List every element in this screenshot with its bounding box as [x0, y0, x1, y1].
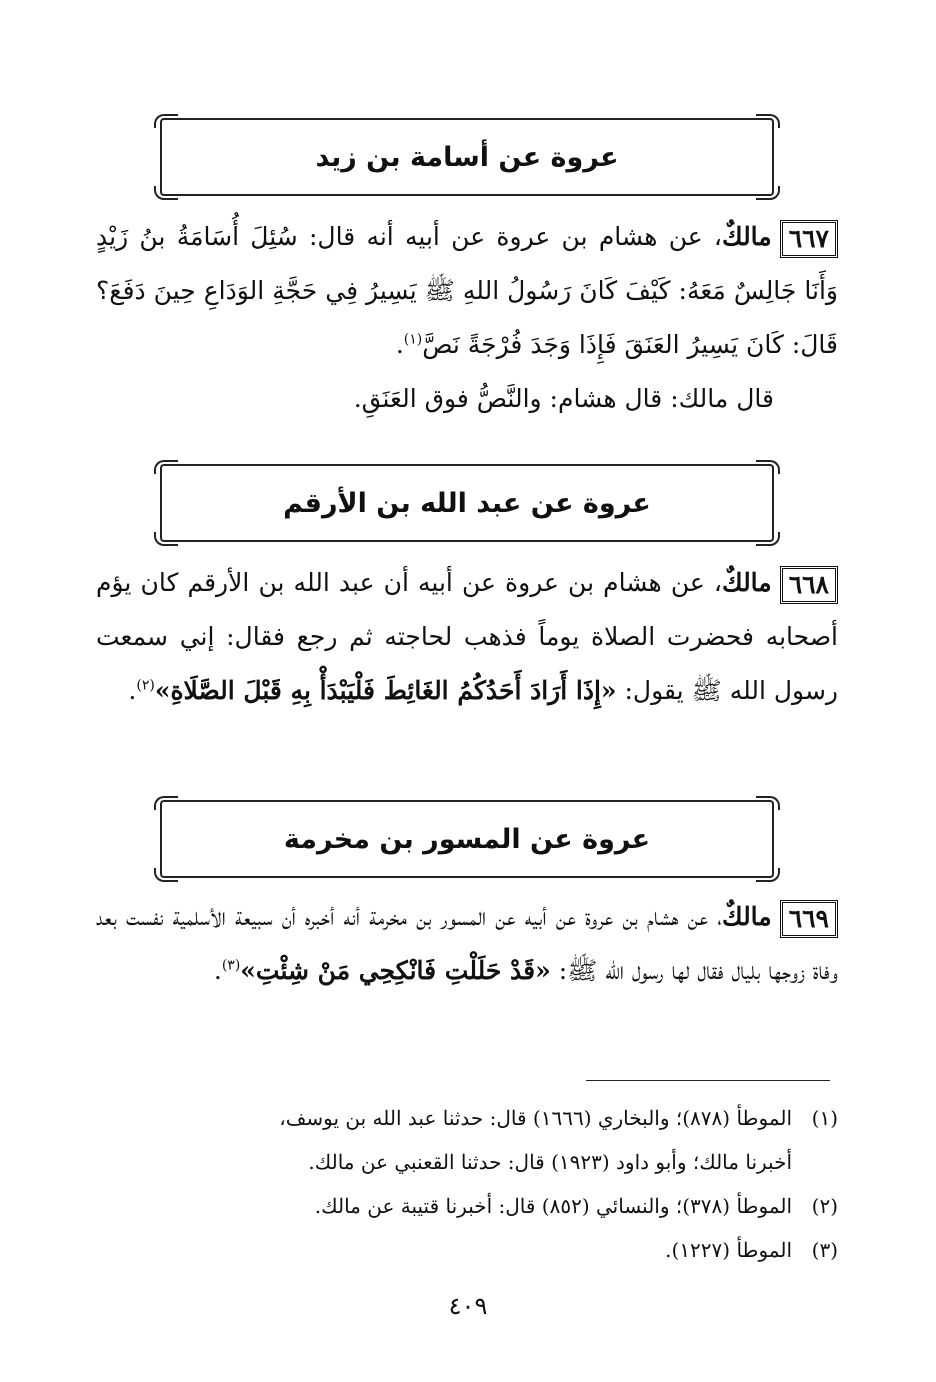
section-heading-3 [160, 800, 774, 878]
section-heading-text: عروة عن أسامة بن زيد [315, 141, 619, 173]
footnote-1 [96, 1096, 838, 1184]
section-heading-text: عروة عن عبد الله بن الأرقم [283, 487, 651, 519]
hadith-668 [96, 556, 838, 718]
footnotes [96, 1096, 838, 1272]
footnote-ref: (٢) [136, 677, 155, 694]
footnote-ref: (١) [403, 331, 423, 348]
hadith-number: ٦٦٨ [780, 566, 838, 604]
hadith-number: ٦٦٩ [780, 900, 838, 938]
hadith-text: ، عن هشام بن عروة عن أبيه عن المسور بن مخرمة أنه أخبره أن سبيعة الأسلمية نفست بعد وفاة زوجها بليال فقال لها رسول الله ﷺ: [96, 902, 838, 985]
footnote-text: الموطأ (٨٧٨)؛ والبخاري (١٦٦٦) قال: حدثنا عبد الله بن يوسف، [279, 1106, 792, 1130]
footnote-number: (١) [811, 1106, 838, 1130]
footnote-text: الموطأ (١٢٢٧). [665, 1238, 792, 1262]
narrator: مالكٌ [722, 222, 772, 251]
footnote-number: (٣) [811, 1238, 838, 1262]
hadith-number: ٦٦٧ [780, 220, 838, 258]
footnote-2 [96, 1184, 838, 1228]
hadith-667 [96, 210, 838, 426]
page-number: ٤٠٩ [448, 1292, 488, 1320]
hadith-end: . [213, 956, 222, 985]
section-heading-text: عروة عن المسور بن مخرمة [283, 823, 651, 855]
hadith-text: ، عن هشام بن عروة عن أبيه أنه قال: سُئِلَ أُسَامَةُ بنُ زَيْدٍ وَأَنَا جَالِسٌ مَعَهُ: كَيْفَ كَانَ رَسُولُ اللهِ ﷺ يَسِيرُ فِي حَجَّةِ الوَدَاعِ حِينَ دَفَعَ؟ قَالَ: كَانَ يَسِيرُ العَنَقَ فَإِذَا وَجَدَ فُرْجَةً نَصَّ [96, 222, 838, 359]
hadith-end: . [128, 676, 137, 705]
hadith-669 [96, 890, 838, 998]
section-heading-2 [160, 464, 774, 542]
narrator: مالكٌ [722, 568, 772, 597]
narrator: مالكٌ [722, 902, 772, 931]
footnote-text-cont: أخبرنا مالك؛ وأبو داود (١٩٢٣) قال: حدثنا القعنبي عن مالك. [308, 1150, 792, 1174]
hadith-note: قال مالك: قال هشام: والنَّصُّ فوق العَنَقِ. [353, 384, 774, 413]
footnote-divider [586, 1080, 830, 1081]
footnote-ref: (٣) [221, 957, 241, 974]
footnote-3 [96, 1228, 838, 1272]
section-heading-1 [160, 118, 774, 196]
footnote-number: (٢) [811, 1194, 838, 1218]
prophetic-quote: «إِذَا أَرَادَ أَحَدُكُمُ الغَائِطَ فَلْيَبْدَأْ بِهِ قَبْلَ الصَّلَاةِ» [154, 676, 617, 705]
hadith-end: . [395, 330, 404, 359]
prophetic-quote: «قَدْ حَلَلْتِ فَانْكِحِي مَنْ شِئْتِ» [240, 956, 551, 985]
hadith-text: ، عن هشام بن عروة عن أبيه أن عبد الله بن الأرقم كان يؤم أصحابه فحضرت الصلاة يوماً فذهب لحاجته ثم رجع فقال: إني سمعت رسول الله ﷺ يقول: [96, 568, 838, 705]
footnote-text: الموطأ (٣٧٨)؛ والنسائي (٨٥٢) قال: أخبرنا قتيبة عن مالك. [314, 1194, 792, 1218]
